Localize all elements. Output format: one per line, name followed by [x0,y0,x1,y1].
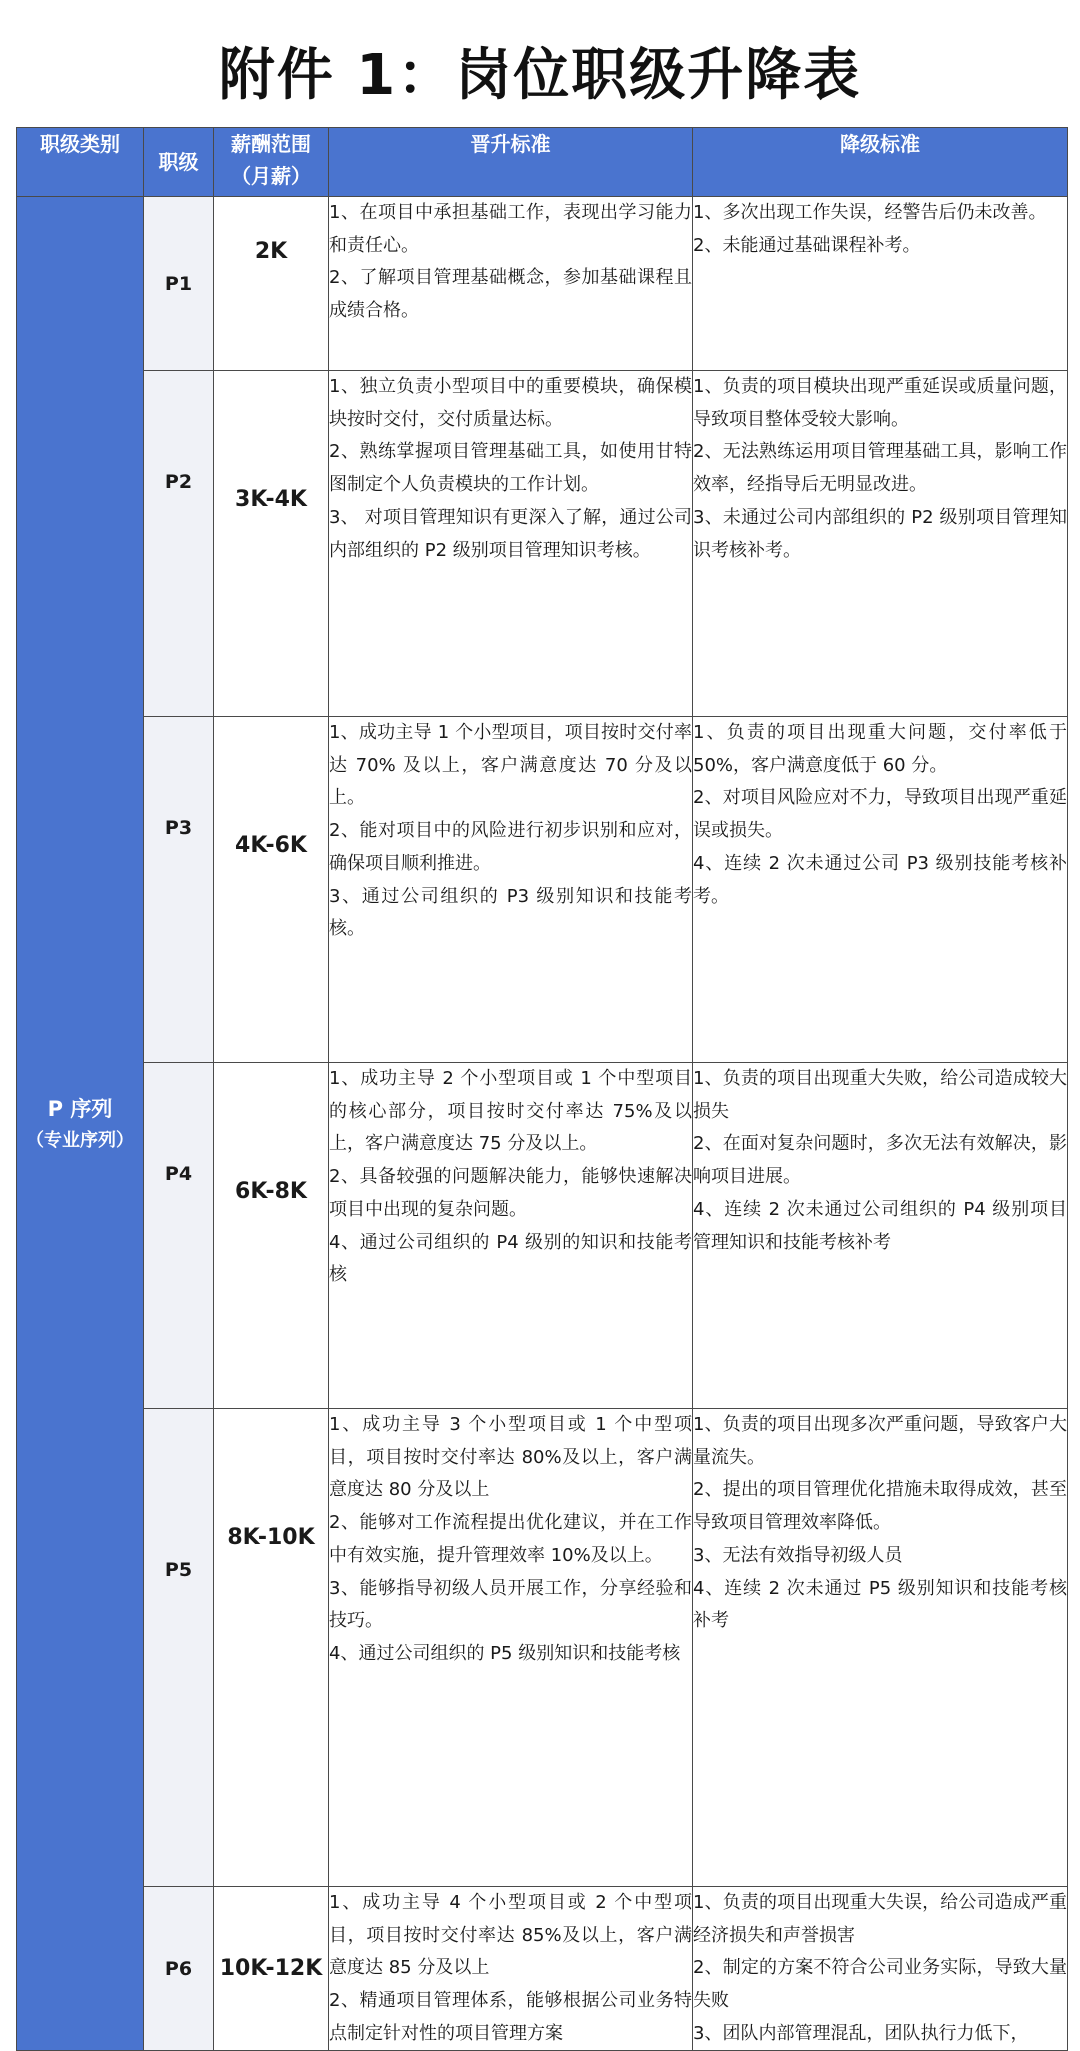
table-row [17,1063,1068,1409]
promotion-item: 1、独立负责小型项目中的重要模块，确保模块按时交付，交付质量达标。 [329,376,692,430]
promotion-cell [329,1063,693,1409]
promotion-item: 3、通过公司组织的 P3 级别知识和技能考核。 [329,885,692,940]
salary-cell: 3K-4K [214,371,329,717]
promotion-item: 2、熟练掌握项目管理基础工具，如使用甘特图制定个人负责模块的工作计划。 [329,441,692,496]
level-cell: P6 [144,1887,214,2051]
table-row [17,371,1068,717]
demotion-cell [693,1887,1068,2051]
demotion-item: 1、多次出现工作失误，经警告后仍未改善。 [693,202,1047,223]
demotion-item: 1、负责的项目出现重大失败，给公司造成较大损失 [693,1068,1067,1122]
header-salary-line1: 薪酬范围 [231,132,311,156]
promotion-item: 2、精通项目管理体系，能够根据公司业务特点制定针对性的项目管理方案 [329,1990,692,2044]
level-cell: P2 [144,371,214,717]
level-cell: P4 [144,1063,214,1409]
promotion-item: 3、能够指导初级人员开展工作，分享经验和技巧。 [329,1577,692,1632]
demotion-item: 4、连续 2 次未通过 P5 级别知识和技能考核补考 [693,1577,1067,1632]
level-cell: P3 [144,717,214,1063]
header-level: 职级 [144,128,214,197]
demotion-item: 1、负责的项目出现多次严重问题，导致客户大量流失。 [693,1414,1067,1468]
promotion-item: 1、在项目中承担基础工作，表现出学习能力和责任心。 [329,202,692,256]
demotion-cell [693,197,1068,371]
demotion-item: 2、对项目风险应对不力，导致项目出现严重延误或损失。 [693,787,1067,842]
demotion-item: 1、负责的项目出现重大失误，给公司造成严重经济损失和声誉损害 [693,1892,1067,1946]
table-row [17,1887,1068,2051]
demotion-cell [693,371,1068,717]
promotion-item: 2、了解项目管理基础概念，参加基础课程且成绩合格。 [329,267,692,322]
demotion-item: 4、连续 2 次未通过公司组织的 P4 级别项目管理知识和技能考核补考 [693,1198,1067,1253]
promotion-cell [329,717,693,1063]
promotion-item: 2、能对项目中的风险进行初步识别和应对，确保项目顺利推进。 [329,820,692,874]
demotion-cell [693,1409,1068,1887]
demotion-item: 3、未通过公司内部组织的 P2 级别项目管理知识考核补考。 [693,506,1067,561]
promotion-item: 2、能够对工作流程提出优化建议，并在工作中有效实施，提升管理效率 10%及以上。 [329,1512,692,1566]
demotion-item: 2、无法熟练运用项目管理基础工具，影响工作效率，经指导后无明显改进。 [693,441,1067,496]
demotion-item: 1、负责的项目出现重大问题，交付率低于 50%，客户满意度低于 60 分。 [693,722,1067,776]
demotion-item: 4、连续 2 次未通过公司 P3 级别技能考核补考。 [693,852,1067,907]
promotion-item: 1、成功主导 2 个小型项目或 1 个中型项目的核心部分，项目按时交付率达 75%及以上，客户满意度达 75 分及以上。 [329,1068,692,1155]
header-category: 职级类别 [17,128,144,197]
grade-table [16,127,1068,2051]
promotion-cell [329,1409,693,1887]
demotion-item: 1、负责的项目模块出现严重延误或质量问题，导致项目整体受较大影响。 [693,376,1067,430]
header-salary-line2: （月薪） [231,164,311,188]
promotion-item: 2、具备较强的问题解决能力，能够快速解决项目中出现的复杂问题。 [329,1166,692,1220]
promotion-item: 1、成功主导 1 个小型项目，项目按时交付率达 70% 及以上，客户满意度达 70 分及以上。 [329,722,692,809]
demotion-item: 3、无法有效指导初级人员 [693,1544,903,1566]
page-title: 附件 1：岗位职级升降表 [218,43,862,108]
promotion-cell [329,1887,693,2051]
header-demotion: 降级标准 [693,128,1068,197]
salary-cell: 2K [214,197,329,371]
salary-cell: 10K-12K [214,1887,329,2051]
level-cell: P5 [144,1409,214,1887]
promotion-item: 1、成功主导 3 个小型项目或 1 个中型项目，项目按时交付率达 80%及以上，客户满意度达 80 分及以上 [329,1414,692,1501]
category-name: P 序列 [47,1096,113,1121]
demotion-item: 2、未能通过基础课程补考。 [693,234,921,256]
promotion-item: 4、通过公司组织的 P4 级别的知识和技能考核 [329,1231,692,1286]
salary-cell: 4K-6K [214,717,329,1063]
category-sub: （专业序列） [26,1129,134,1151]
demotion-item: 2、在面对复杂问题时，多次无法有效解决，影响项目进展。 [693,1133,1067,1188]
header-salary [214,128,329,197]
salary-cell: 6K-8K [214,1063,329,1409]
demotion-item: 2、制定的方案不符合公司业务实际，导致大量失败 [693,1957,1067,2012]
promotion-clip [329,1887,692,2050]
demotion-item: 3、团队内部管理混乱，团队执行力低下， [693,2022,1029,2044]
demotion-cell [693,717,1068,1063]
header-row [17,128,1068,197]
table-row [17,717,1068,1063]
category-cell [17,197,144,2051]
salary-cell: 8K-10K [214,1409,329,1887]
level-cell: P1 [144,197,214,371]
promotion-item: 1、成功主导 4 个小型项目或 2 个中型项目，项目按时交付率达 85%及以上，客户满意度达 85 分及以上 [329,1892,692,1979]
promotion-item: 4、通过公司组织的 P5 级别知识和技能考核 [329,1642,681,1664]
demotion-clip [693,1887,1067,2050]
promotion-cell [329,371,693,717]
demotion-cell [693,1063,1068,1409]
promotion-cell [329,197,693,371]
header-promotion: 晋升标准 [329,128,693,197]
table-row [17,197,1068,371]
demotion-item: 2、提出的项目管理优化措施未取得成效，甚至导致项目管理效率降低。 [693,1479,1067,1534]
table-row [17,1409,1068,1887]
promotion-item: 3、 对项目管理知识有更深入了解，通过公司内部组织的 P2 级别项目管理知识考核。 [329,506,692,561]
